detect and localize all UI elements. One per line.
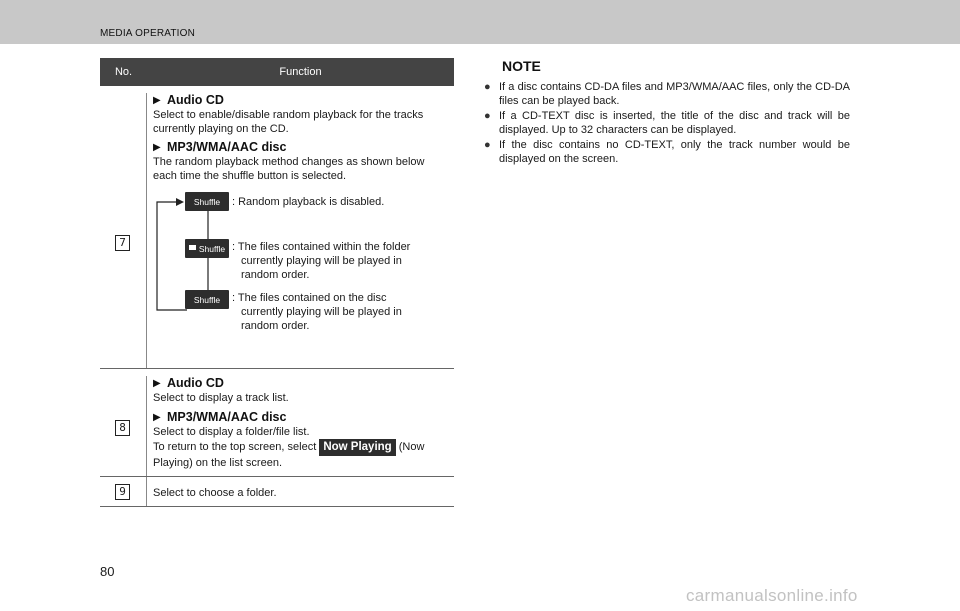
- table-header: [100, 58, 454, 86]
- header-band: [0, 0, 960, 44]
- function-table: [100, 58, 454, 507]
- mp3-text: Select to display a folder/file list.: [153, 426, 310, 438]
- audio-cd-heading: Audio CD: [167, 376, 224, 390]
- triangle-icon: ▶: [153, 412, 161, 423]
- row-number: 9: [115, 484, 130, 500]
- shuffle-button-folder: Shuffle: [185, 239, 229, 258]
- shuffle-button-disc: Shuffle: [185, 290, 229, 309]
- audio-cd-heading: Audio CD: [167, 93, 224, 107]
- triangle-icon: ▶: [153, 142, 161, 153]
- watermark: carmanualsonline.info: [686, 586, 858, 605]
- audio-cd-text: Select to display a track list.: [153, 392, 289, 404]
- folder-icon: [189, 245, 196, 250]
- bullet-icon: ●: [484, 81, 491, 93]
- note-box: [484, 58, 850, 167]
- row-number: 8: [115, 420, 130, 436]
- folder-text: Select to choose a folder.: [153, 487, 277, 499]
- note-title: NOTE: [502, 58, 541, 74]
- shuffle-state-1: : Random playback is disabled.: [232, 196, 385, 208]
- section-title: MEDIA OPERATION: [100, 28, 196, 39]
- mp3-text: The random playback method changes as shown below each time the shuffle button is selected.: [153, 156, 425, 182]
- note-item: ● If a CD-TEXT disc is inserted, the title of the disc and track will be displayed. Up to 32 characters can be displayed.: [484, 110, 850, 136]
- page-number: 80: [100, 564, 115, 579]
- shuffle-diagram: [153, 187, 454, 337]
- mp3-heading: MP3/WMA/AAC disc: [167, 140, 287, 154]
- row-number: 7: [115, 235, 130, 251]
- triangle-icon: ▶: [153, 378, 161, 389]
- audio-cd-text: Select to enable/disable random playback for the tracks currently playing on the CD.: [153, 109, 424, 135]
- col-no-header: No.: [114, 66, 133, 78]
- return-instruction: To return to the top screen, select Now Playing (Now Playing) on the list screen.: [153, 441, 425, 469]
- now-playing-button: Now Playing: [319, 439, 395, 456]
- triangle-icon: ▶: [153, 95, 161, 106]
- bullet-icon: ●: [484, 110, 491, 122]
- table-row: [100, 376, 454, 477]
- bullet-icon: ●: [484, 139, 491, 151]
- col-function-header: Function: [279, 66, 322, 78]
- note-item: ● If a disc contains CD-DA files and MP3/WMA/AAC files, only the CD-DA files can be played back.: [484, 81, 850, 107]
- shuffle-state-2: : The files contained within the folder currently playing will be played in random order.: [232, 241, 411, 281]
- mp3-heading: MP3/WMA/AAC disc: [167, 410, 287, 424]
- shuffle-state-3: : The files contained on the disc currently playing will be played in random order.: [232, 292, 402, 332]
- shuffle-button-off: Shuffle: [185, 192, 229, 211]
- table-row: [100, 93, 454, 369]
- table-row: [100, 477, 454, 507]
- note-item: ● If the disc contains no CD-TEXT, only the track number would be displayed on the screen.: [484, 139, 850, 165]
